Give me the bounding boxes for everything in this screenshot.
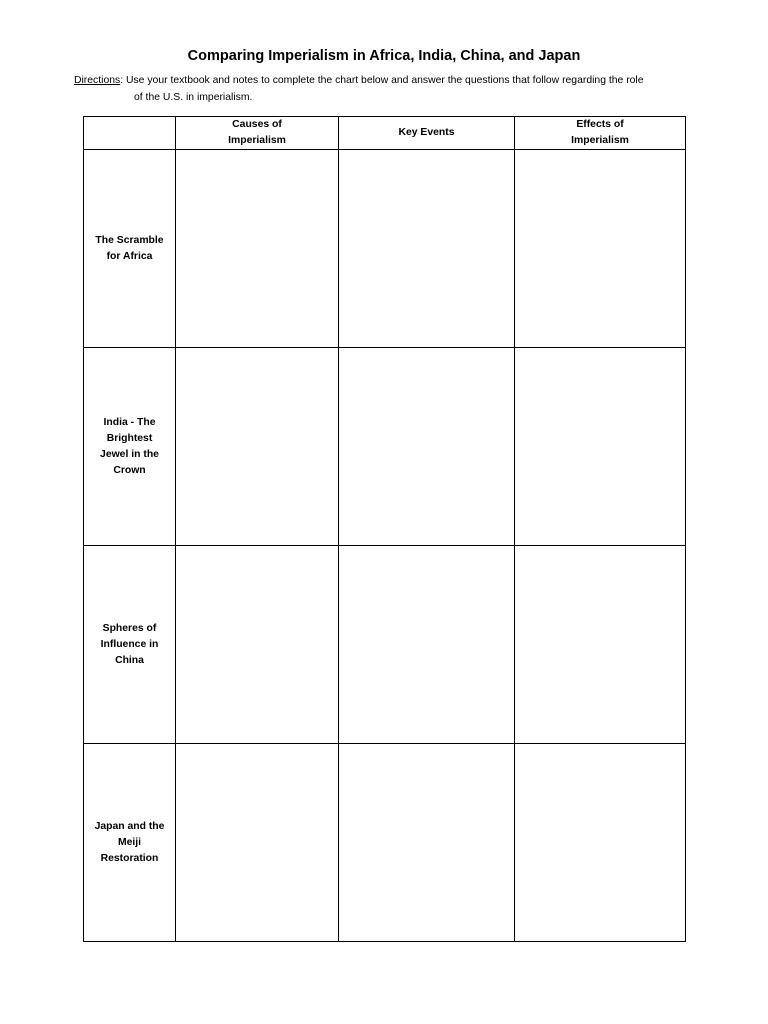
table-row-india — [84, 348, 686, 546]
directions-text-line1: Use your textbook and notes to complete the chart below and answer the questions that follow regarding the role — [125, 75, 644, 86]
row-label: Spheres of Influence in China — [100, 622, 159, 666]
header-effects-label: Effects of Imperialism — [571, 119, 629, 146]
header-effects — [515, 117, 686, 150]
key-events-cell[interactable] — [339, 348, 515, 546]
table-row-china — [84, 546, 686, 744]
causes-cell[interactable] — [176, 348, 339, 546]
directions-text-line2: of the U.S. in imperialism. — [134, 92, 253, 103]
key-events-cell[interactable] — [339, 150, 515, 348]
comparison-chart — [83, 116, 686, 942]
key-events-cell[interactable] — [339, 546, 515, 744]
row-label: The Scramble for Africa — [95, 234, 164, 262]
causes-cell[interactable] — [176, 546, 339, 744]
row-label-cell — [84, 744, 176, 942]
effects-cell[interactable] — [515, 150, 686, 348]
effects-cell[interactable] — [515, 348, 686, 546]
causes-cell[interactable] — [176, 150, 339, 348]
row-label: Japan and the Meiji Restoration — [94, 820, 165, 864]
row-label-cell — [84, 546, 176, 744]
header-key-events — [339, 117, 515, 150]
row-label: India - The Brightest Jewel in the Crown — [100, 416, 159, 476]
header-causes — [176, 117, 339, 150]
causes-cell[interactable] — [176, 744, 339, 942]
directions-colon: : — [120, 75, 124, 86]
directions-label: Directions — [74, 75, 121, 86]
page-title: Comparing Imperialism in Africa, India, China, and Japan — [187, 48, 581, 64]
directions — [74, 72, 734, 106]
header-corner-cell — [84, 117, 176, 150]
key-events-cell[interactable] — [339, 744, 515, 942]
effects-cell[interactable] — [515, 744, 686, 942]
effects-cell[interactable] — [515, 546, 686, 744]
header-row — [84, 117, 686, 150]
table-row-japan — [84, 744, 686, 942]
row-label-cell — [84, 150, 176, 348]
row-label-cell — [84, 348, 176, 546]
header-key-events-label: Key Events — [398, 127, 455, 138]
header-causes-label: Causes of Imperialism — [228, 119, 286, 146]
table-row-africa — [84, 150, 686, 348]
